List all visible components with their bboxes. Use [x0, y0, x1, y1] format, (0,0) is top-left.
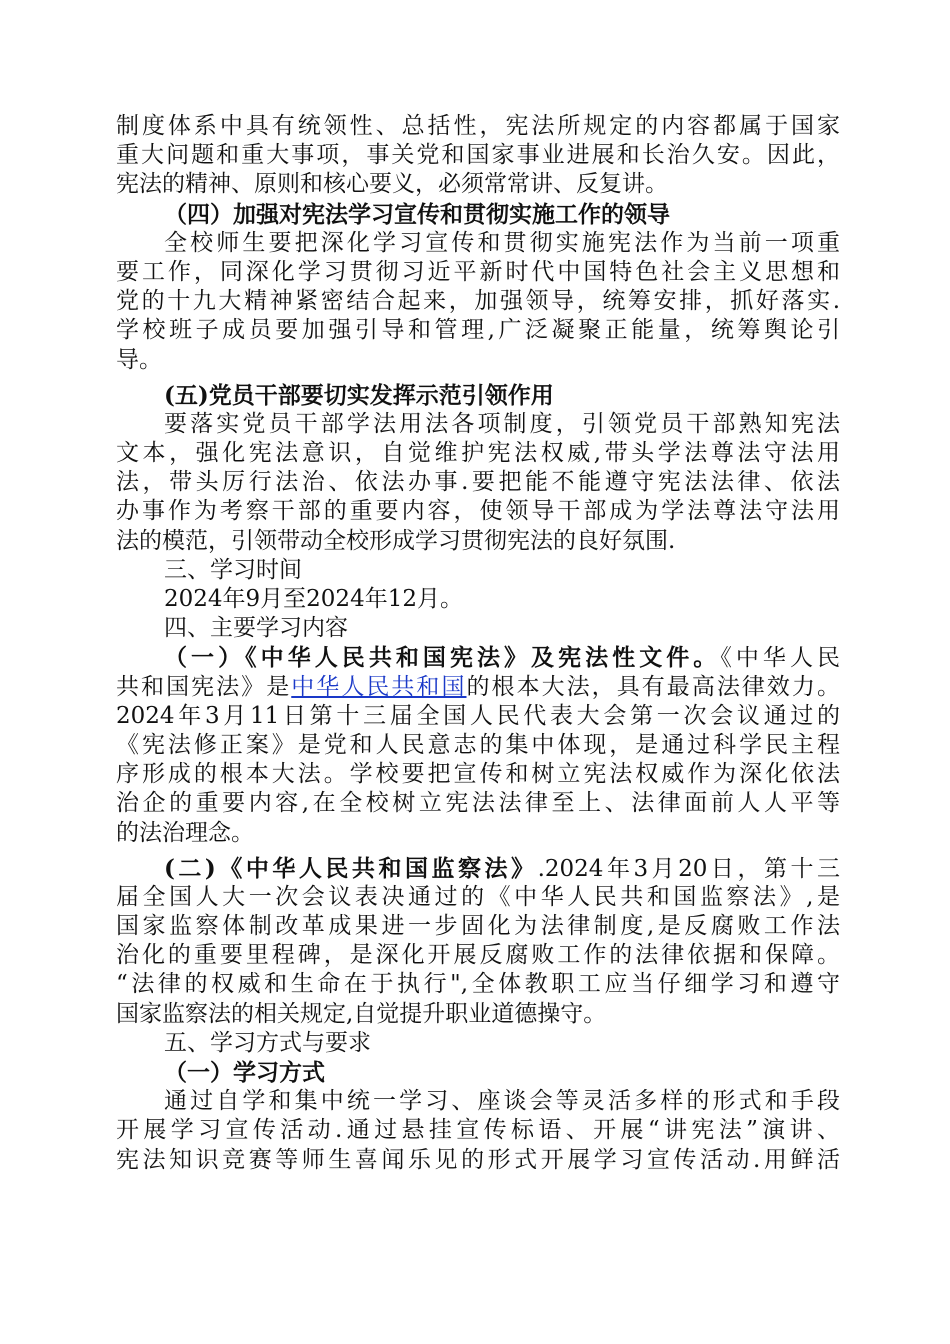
text-line: 2024年9月至2024年12月。 — [164, 586, 463, 612]
text-span: .2024年3月20日，第十三 — [537, 855, 840, 882]
text-line: 的法治理念。 — [116, 819, 254, 846]
section-heading-5: (五)党员干部要切实发挥示范引领作用 — [164, 381, 554, 409]
text-line: 文本，强化宪法意识，自觉维护宪法权威,带头学法尊法守法用 — [116, 440, 840, 467]
text-line: 开展学习宣传活动.通过悬挂宣传标语、开展“讲宪法”演讲、 — [116, 1117, 840, 1144]
text-line: 国家监察体制改革成果进一步固化为法律制度,是反腐败工作法 — [116, 913, 840, 940]
text-line: 届全国人大一次会议表决通过的《中华人民共和国监察法》,是 — [116, 883, 840, 910]
text-line: 办事作为考察干部的重要内容，使领导干部成为学法尊法守法用 — [116, 498, 840, 525]
text-line: 2024年3月11日第十三届全国人民代表大会第一次会议通过的 — [116, 702, 840, 729]
document-body — [116, 112, 840, 1175]
chapter-heading-4: 四、主要学习内容 — [164, 615, 348, 642]
subsection-heading-study-method: （一）学习方式 — [164, 1059, 325, 1086]
text-line: 治化的重要里程碑，是深化开展反腐败工作的法律依据和保障。 — [116, 942, 840, 969]
text-line: 党的十九大精神紧密结合起来，加强领导，统筹安排，抓好落实. — [116, 288, 840, 315]
text-span: 共和国宪法》是 — [116, 673, 292, 700]
prc-link[interactable]: 中华人民共和国 — [291, 673, 467, 700]
chapter-heading-5: 五、学习方式与要求 — [164, 1029, 371, 1056]
content-item-1-title: （一）《中华人民共和国宪法》及宪法性文件。 — [164, 644, 721, 672]
text-line: 宪法知识竞赛等师生喜闻乐见的形式开展学习宣传活动.用鲜活 — [116, 1146, 840, 1173]
section-heading-4: （四）加强对宪法学习宣传和贯彻实施工作的领导 — [164, 200, 670, 228]
text-line: 序形成的根本大法。学校要把宣传和树立宪法权威作为深化依法 — [116, 761, 840, 788]
text-line: 制度体系中具有统领性、总括性，宪法所规定的内容都属于国家 — [116, 113, 840, 139]
text-line — [116, 673, 840, 702]
content-item-1-line — [116, 643, 840, 672]
text-line: 学校班子成员要加强引导和管理,广泛凝聚正能量，统筹舆论引 — [116, 317, 840, 344]
chapter-heading-3: 三、学习时间 — [164, 556, 302, 583]
text-line: 治企的重要内容,在全校树立宪法法律至上、法律面前人人平等 — [116, 790, 840, 817]
text-line: 全校师生要把深化学习宣传和贯彻实施宪法作为当前一项重 — [164, 229, 840, 256]
text-span: 的根本大法，具有最高法律效力。 — [466, 673, 840, 700]
text-line: 法，带头厉行法治、依法办事.要把能不能遵守宪法法律、依法 — [116, 469, 840, 496]
text-line: 导。 — [116, 346, 162, 373]
text-line: 《宪法修正案》是党和人民意志的集中体现，是通过科学民主程 — [116, 731, 840, 758]
text-line: 要落实党员干部学法用法各项制度，引领党员干部熟知宪法 — [164, 410, 840, 437]
text-line: 要工作，同深化学习贯彻习近平新时代中国特色社会主义思想和 — [116, 258, 840, 285]
text-line: 重大问题和重大事项，事关党和国家事业进展和长治久安。因此， — [116, 142, 840, 169]
content-item-2-line — [116, 854, 840, 883]
text-line: 国家监察法的相关规定,自觉提升职业道德操守。 — [116, 1000, 607, 1027]
text-line: 法的模范，引领带动全校形成学习贯彻宪法的良好氛围. — [116, 527, 676, 554]
text-line: 通过自学和集中统一学习、座谈会等灵活多样的形式和手段 — [164, 1088, 840, 1115]
content-item-2-title: (二)《中华人民共和国监察法》 — [164, 854, 538, 882]
text-line: “法律的权威和生命在于执行",全体教职工应当仔细学习和遵守 — [116, 971, 840, 998]
text-span: 《中华人民 — [720, 645, 840, 672]
text-line: 宪法的精神、原则和核心要义，必须常常讲、反复讲。 — [116, 171, 668, 198]
